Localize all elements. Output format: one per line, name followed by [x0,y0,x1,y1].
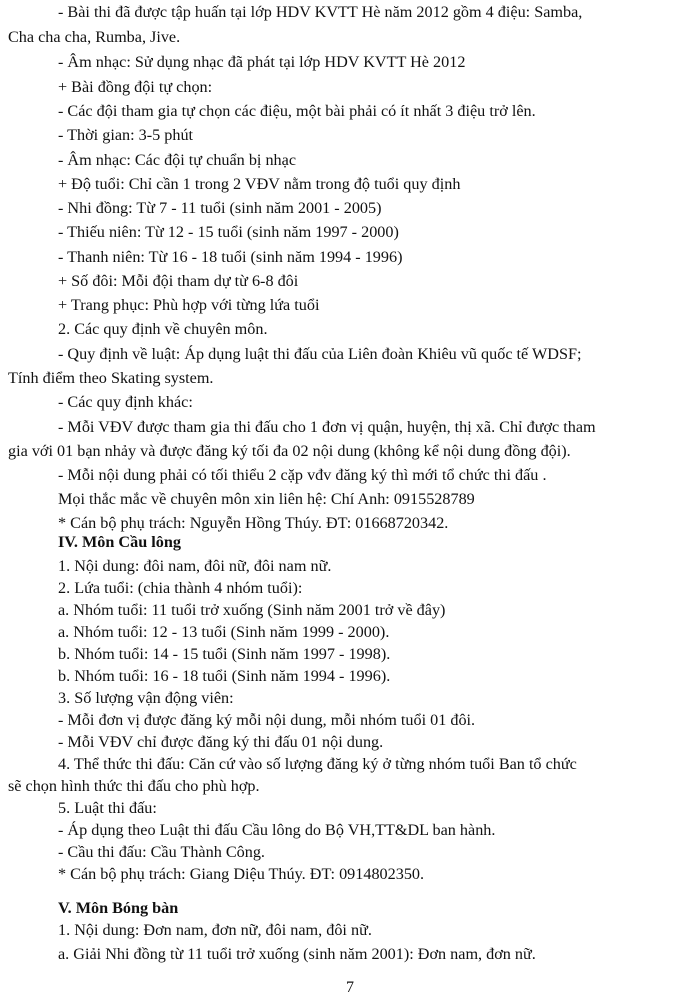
text-line: + Bài đồng đội tự chọn: [58,78,213,96]
text-line: Cha cha cha, Rumba, Jive. [8,28,181,46]
text-line: * Cán bộ phụ trách: Giang Diệu Thúy. ĐT: 0914802350. [58,865,425,883]
text-line: - Các quy định khác: [58,393,193,411]
text-line: - Mỗi nội dung phải có tối thiểu 2 cặp vđv đăng ký thì mới tổ chức thi đấu . [58,466,547,484]
text-line: Tính điểm theo Skating system. [8,369,214,387]
text-line: - Mỗi VĐV được tham gia thi đấu cho 1 đơn vị quận, huyện, thị xã. Chỉ được tham [58,418,596,436]
text-line: b. Nhóm tuổi: 16 - 18 tuổi (Sinh năm 1994 - 1996). [58,667,391,685]
text-line: + Số đôi: Mỗi đội tham dự từ 6-8 đôi [58,272,299,290]
text-line: - Mỗi đơn vị được đăng ký mỗi nội dung, mỗi nhóm tuổi 01 đôi. [58,711,476,729]
text-line: - Thanh niên: Từ 16 - 18 tuổi (sinh năm 1994 - 1996) [58,248,403,266]
text-line: - Các đội tham gia tự chọn các điệu, một bài phải có ít nhất 3 điệu trở lên. [58,102,536,120]
text-line: a. Giải Nhi đồng từ 11 tuổi trở xuống (sinh năm 2001): Đơn nam, đơn nữ. [58,945,536,963]
text-line: - Cầu thi đấu: Cầu Thành Công. [58,843,265,861]
text-line: 5. Luật thi đấu: [58,799,157,817]
text-line: - Quy định về luật: Áp dụng luật thi đấu của Liên đoàn Khiêu vũ quốc tế WDSF; [58,345,582,363]
text-line: 4. Thể thức thi đấu: Căn cứ vào số lượng đăng ký ở từng nhóm tuổi Ban tổ chức [58,755,577,773]
text-line: - Mỗi VĐV chỉ được đăng ký thi đấu 01 nội dung. [58,733,384,751]
text-line: 1. Nội dung: đôi nam, đôi nữ, đôi nam nữ. [58,557,332,575]
text-line: - Nhi đồng: Từ 7 - 11 tuổi (sinh năm 2001 - 2005) [58,199,382,217]
text-line: a. Nhóm tuổi: 12 - 13 tuổi (Sinh năm 1999 - 2000). [58,623,390,641]
text-line: - Thiếu niên: Từ 12 - 15 tuổi (sinh năm 1997 - 2000) [58,223,399,241]
text-line: * Cán bộ phụ trách: Nguyễn Hồng Thúy. ĐT: 01668720342. [58,514,449,532]
text-line: - Âm nhạc: Các đội tự chuẩn bị nhạc [58,151,297,169]
text-line: 3. Số lượng vận động viên: [58,689,234,707]
text-line: + Trang phục: Phù hợp với từng lứa tuổi [58,296,320,314]
text-line: - Thời gian: 3-5 phút [58,126,194,144]
text-line: sẽ chọn hình thức thi đấu cho phù hợp. [8,777,260,795]
text-line: 2. Các quy định về chuyên môn. [58,320,268,338]
text-line: + Độ tuổi: Chỉ cần 1 trong 2 VĐV nằm trong độ tuổi quy định [58,175,461,193]
text-line: gia với 01 bạn nhảy và được đăng ký tối đa 02 nội dung (không kể nội dung đồng đội). [8,442,571,460]
text-line: - Bài thi đã được tập huấn tại lớp HDV KVTT Hè năm 2012 gồm 4 điệu: Samba, [58,3,583,21]
text-line: 2. Lứa tuổi: (chia thành 4 nhóm tuổi): [58,579,303,597]
text-line: - Âm nhạc: Sử dụng nhạc đã phát tại lớp HDV KVTT Hè 2012 [58,53,466,71]
text-line: 1. Nội dung: Đơn nam, đơn nữ, đôi nam, đôi nữ. [58,921,372,939]
text-line: Mọi thắc mắc về chuyên môn xin liên hệ: Chí Anh: 0915528789 [58,490,475,508]
text-line: a. Nhóm tuổi: 11 tuổi trở xuống (Sinh năm 2001 trở về đây) [58,601,446,619]
text-line: b. Nhóm tuổi: 14 - 15 tuổi (Sinh năm 1997 - 1998). [58,645,391,663]
section-heading: IV. Môn Cầu lông [58,533,181,551]
section-heading: V. Môn Bóng bàn [58,899,179,917]
page-number: 7 [346,979,354,996]
text-line: - Áp dụng theo Luật thi đấu Cầu lông do Bộ VH,TT&DL ban hành. [58,821,496,839]
